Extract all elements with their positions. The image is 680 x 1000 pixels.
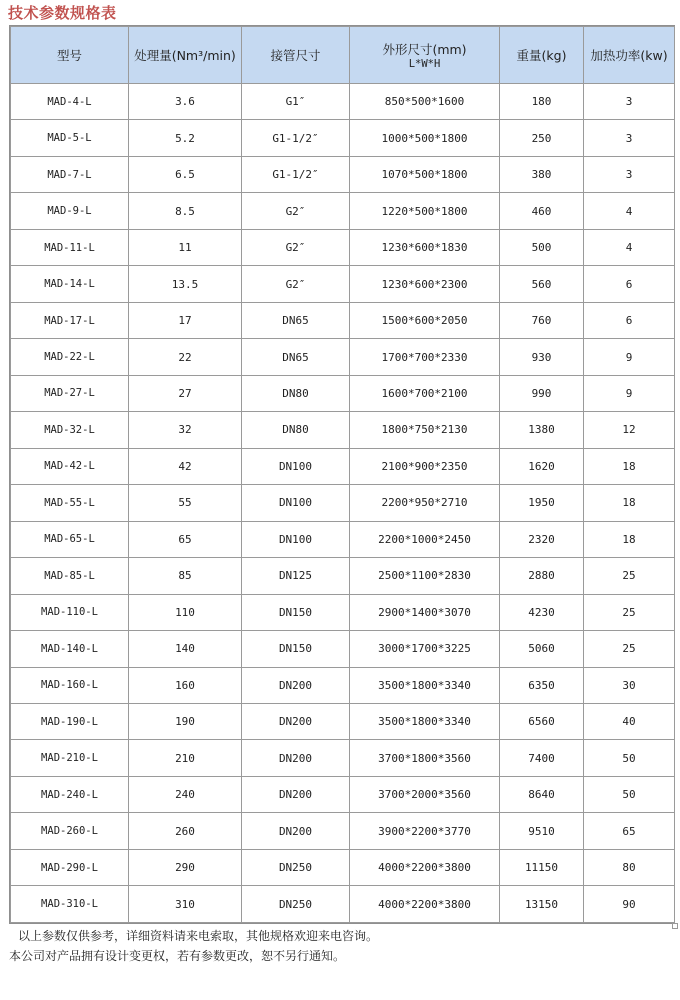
table-row — [11, 667, 675, 703]
cell-pipe: DN65 — [242, 339, 350, 375]
table-row — [11, 266, 675, 302]
cell-pipe: G2″ — [242, 229, 350, 265]
cell-model: MAD-9-L — [11, 193, 129, 229]
cell-weight: 760 — [500, 302, 584, 338]
cell-weight: 11150 — [500, 849, 584, 885]
cell-weight: 380 — [500, 156, 584, 192]
cell-model: MAD-210-L — [11, 740, 129, 776]
cell-model: MAD-4-L — [11, 84, 129, 120]
cell-dims: 1000*500*1800 — [350, 120, 500, 156]
cell-capacity: 160 — [129, 667, 242, 703]
cell-capacity: 42 — [129, 448, 242, 484]
table-row — [11, 84, 675, 120]
cell-capacity: 260 — [129, 813, 242, 849]
cell-pipe: DN200 — [242, 740, 350, 776]
cell-pipe: DN200 — [242, 703, 350, 739]
cell-weight: 460 — [500, 193, 584, 229]
cell-dims: 1220*500*1800 — [350, 193, 500, 229]
cell-dims: 3700*2000*3560 — [350, 776, 500, 812]
table-row — [11, 521, 675, 557]
cell-pipe: DN80 — [242, 412, 350, 448]
table-row — [11, 448, 675, 484]
cell-pipe: DN100 — [242, 485, 350, 521]
table-row — [11, 339, 675, 375]
cell-power: 12 — [584, 412, 675, 448]
cell-model: MAD-310-L — [11, 886, 129, 923]
header-dims-label: 外形尺寸(mm) — [382, 42, 467, 57]
table-header-row — [11, 27, 675, 84]
cell-model: MAD-5-L — [11, 120, 129, 156]
cell-model: MAD-260-L — [11, 813, 129, 849]
cell-dims: 1070*500*1800 — [350, 156, 500, 192]
cell-power: 3 — [584, 156, 675, 192]
cell-weight: 6350 — [500, 667, 584, 703]
cell-model: MAD-42-L — [11, 448, 129, 484]
cell-dims: 3500*1800*3340 — [350, 703, 500, 739]
cell-capacity: 240 — [129, 776, 242, 812]
table-row — [11, 776, 675, 812]
cell-weight: 5060 — [500, 631, 584, 667]
cell-model: MAD-160-L — [11, 667, 129, 703]
cell-model: MAD-27-L — [11, 375, 129, 411]
cell-pipe: G1-1/2″ — [242, 120, 350, 156]
cell-model: MAD-190-L — [11, 703, 129, 739]
table-row — [11, 193, 675, 229]
cell-capacity: 8.5 — [129, 193, 242, 229]
cell-pipe: DN80 — [242, 375, 350, 411]
cell-model: MAD-14-L — [11, 266, 129, 302]
cell-dims: 3700*1800*3560 — [350, 740, 500, 776]
cell-pipe: DN150 — [242, 594, 350, 630]
header-capacity: 处理量(Nm³/min) — [129, 27, 242, 84]
cell-power: 6 — [584, 266, 675, 302]
cell-weight: 560 — [500, 266, 584, 302]
table-row — [11, 558, 675, 594]
cell-weight: 4230 — [500, 594, 584, 630]
cell-power: 50 — [584, 776, 675, 812]
cell-pipe: DN200 — [242, 667, 350, 703]
cell-weight: 1380 — [500, 412, 584, 448]
note-line-1: 以上参数仅供参考，详细资料请来电索取，其他规格欢迎来电咨询。 — [18, 929, 379, 943]
cell-weight: 9510 — [500, 813, 584, 849]
cell-power: 9 — [584, 339, 675, 375]
cell-capacity: 27 — [129, 375, 242, 411]
cell-model: MAD-65-L — [11, 521, 129, 557]
cell-pipe: DN100 — [242, 521, 350, 557]
cell-capacity: 13.5 — [129, 266, 242, 302]
cell-power: 25 — [584, 594, 675, 630]
cell-dims: 4000*2200*3800 — [350, 886, 500, 923]
cell-model: MAD-7-L — [11, 156, 129, 192]
cell-dims: 1600*700*2100 — [350, 375, 500, 411]
table-row — [11, 849, 675, 885]
cell-capacity: 190 — [129, 703, 242, 739]
cell-model: MAD-32-L — [11, 412, 129, 448]
table-row — [11, 412, 675, 448]
cell-model: MAD-110-L — [11, 594, 129, 630]
table-row — [11, 594, 675, 630]
cell-power: 6 — [584, 302, 675, 338]
cell-pipe: DN150 — [242, 631, 350, 667]
table-row — [11, 886, 675, 923]
cell-power: 3 — [584, 84, 675, 120]
cell-dims: 3500*1800*3340 — [350, 667, 500, 703]
cell-power: 4 — [584, 193, 675, 229]
cell-weight: 990 — [500, 375, 584, 411]
cell-power: 30 — [584, 667, 675, 703]
cell-weight: 1620 — [500, 448, 584, 484]
header-pipe: 接管尺寸 — [242, 27, 350, 84]
cell-model: MAD-140-L — [11, 631, 129, 667]
cell-weight: 2880 — [500, 558, 584, 594]
cell-dims: 2500*1100*2830 — [350, 558, 500, 594]
cell-dims: 3000*1700*3225 — [350, 631, 500, 667]
cell-pipe: G1″ — [242, 84, 350, 120]
cell-pipe: DN125 — [242, 558, 350, 594]
cell-power: 3 — [584, 120, 675, 156]
cell-pipe: G2″ — [242, 193, 350, 229]
cell-weight: 500 — [500, 229, 584, 265]
header-power: 加热功率(kw) — [584, 27, 675, 84]
cell-weight: 250 — [500, 120, 584, 156]
spec-table-container — [9, 25, 675, 924]
cell-weight: 1950 — [500, 485, 584, 521]
cell-model: MAD-55-L — [11, 485, 129, 521]
cell-dims: 2100*900*2350 — [350, 448, 500, 484]
header-weight: 重量(kg) — [500, 27, 584, 84]
page-title: 技术参数规格表 — [8, 4, 117, 22]
cell-capacity: 6.5 — [129, 156, 242, 192]
cell-pipe: DN65 — [242, 302, 350, 338]
cell-capacity: 32 — [129, 412, 242, 448]
table-row — [11, 631, 675, 667]
cell-pipe: G1-1/2″ — [242, 156, 350, 192]
table-row — [11, 120, 675, 156]
cell-capacity: 17 — [129, 302, 242, 338]
cell-pipe: DN100 — [242, 448, 350, 484]
cell-power: 25 — [584, 558, 675, 594]
cell-power: 18 — [584, 485, 675, 521]
cell-pipe: DN200 — [242, 813, 350, 849]
cell-weight: 6560 — [500, 703, 584, 739]
table-row — [11, 740, 675, 776]
cell-weight: 180 — [500, 84, 584, 120]
header-model: 型号 — [11, 27, 129, 84]
table-row — [11, 703, 675, 739]
cell-capacity: 11 — [129, 229, 242, 265]
table-row — [11, 302, 675, 338]
cell-capacity: 85 — [129, 558, 242, 594]
cell-capacity: 310 — [129, 886, 242, 923]
cell-model: MAD-240-L — [11, 776, 129, 812]
cell-power: 18 — [584, 448, 675, 484]
cell-dims: 2900*1400*3070 — [350, 594, 500, 630]
cell-pipe: G2″ — [242, 266, 350, 302]
cell-model: MAD-17-L — [11, 302, 129, 338]
cell-dims: 2200*1000*2450 — [350, 521, 500, 557]
table-row — [11, 156, 675, 192]
cell-capacity: 22 — [129, 339, 242, 375]
cell-power: 18 — [584, 521, 675, 557]
table-row — [11, 375, 675, 411]
cell-dims: 850*500*1600 — [350, 84, 500, 120]
header-dims-sub: L*W*H — [408, 58, 441, 70]
cell-pipe: DN250 — [242, 886, 350, 923]
cell-model: MAD-11-L — [11, 229, 129, 265]
cell-dims: 4000*2200*3800 — [350, 849, 500, 885]
cell-power: 25 — [584, 631, 675, 667]
cell-capacity: 65 — [129, 521, 242, 557]
cell-model: MAD-85-L — [11, 558, 129, 594]
cell-power: 40 — [584, 703, 675, 739]
cell-capacity: 3.6 — [129, 84, 242, 120]
cell-power: 90 — [584, 886, 675, 923]
cell-model: MAD-290-L — [11, 849, 129, 885]
cell-capacity: 210 — [129, 740, 242, 776]
cell-capacity: 290 — [129, 849, 242, 885]
cell-weight: 13150 — [500, 886, 584, 923]
cell-weight: 930 — [500, 339, 584, 375]
cell-dims: 1800*750*2130 — [350, 412, 500, 448]
note-line-2: 本公司对产品拥有设计变更权，若有参数更改，恕不另行通知。 — [9, 949, 346, 963]
cell-power: 65 — [584, 813, 675, 849]
cell-dims: 1700*700*2330 — [350, 339, 500, 375]
table-row — [11, 813, 675, 849]
table-row — [11, 229, 675, 265]
cell-dims: 1230*600*1830 — [350, 229, 500, 265]
table-row — [11, 485, 675, 521]
header-dims — [350, 27, 500, 84]
cell-capacity: 110 — [129, 594, 242, 630]
cell-model: MAD-22-L — [11, 339, 129, 375]
cell-pipe: DN200 — [242, 776, 350, 812]
cell-dims: 2200*950*2710 — [350, 485, 500, 521]
cell-power: 50 — [584, 740, 675, 776]
cell-power: 4 — [584, 229, 675, 265]
cell-weight: 7400 — [500, 740, 584, 776]
cell-dims: 1500*600*2050 — [350, 302, 500, 338]
cell-pipe: DN250 — [242, 849, 350, 885]
cell-capacity: 140 — [129, 631, 242, 667]
cell-power: 9 — [584, 375, 675, 411]
table-body — [11, 84, 675, 923]
cell-dims: 3900*2200*3770 — [350, 813, 500, 849]
cell-capacity: 5.2 — [129, 120, 242, 156]
notes — [9, 926, 379, 966]
table-corner-mark — [672, 923, 678, 929]
spec-table — [10, 26, 675, 923]
cell-dims: 1230*600*2300 — [350, 266, 500, 302]
cell-power: 80 — [584, 849, 675, 885]
cell-weight: 2320 — [500, 521, 584, 557]
cell-weight: 8640 — [500, 776, 584, 812]
cell-capacity: 55 — [129, 485, 242, 521]
